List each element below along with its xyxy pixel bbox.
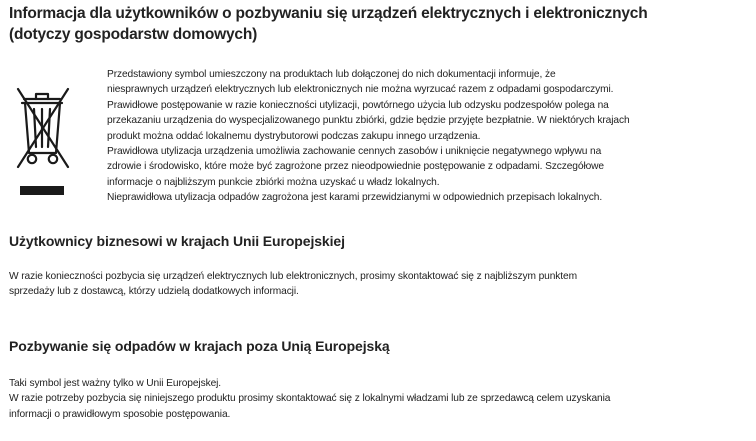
outside-eu-heading: Pozbywanie się odpadów w krajach poza Unią Europejską xyxy=(9,338,390,354)
intro-line: Prawidłowe postępowanie w razie konieczności utylizacji, powtórnego użycia lub odzysku podzespołów polega na xyxy=(107,99,609,111)
intro-line: informacje o najbliższym punkcie zbiórki można uzyskać u władz lokalnych. xyxy=(107,176,440,188)
intro-line: produkt można oddać lokalnemu dystrybutorowi podczas zakupu innego urządzenia. xyxy=(107,130,481,142)
outside-eu-paragraph xyxy=(9,376,610,422)
intro-line: Prawidłowa utylizacja urządzenia umożliwia zachowanie cennych zasobów i uniknięcie negatywnego wpływu na xyxy=(107,146,602,158)
title-line-1: Informacja dla użytkowników o pozbywaniu się urządzeń elektrycznych i elektronicznych xyxy=(9,5,648,22)
weee-bar-symbol xyxy=(20,186,64,195)
title-line-2: (dotyczy gospodarstw domowych) xyxy=(9,26,258,43)
outside-eu-line: informacji o prawidłowym sposobie postępowania. xyxy=(9,408,231,420)
intro-line: niesprawnych urządzeń elektrycznych lub elektronicznych nie można wyrzucać razem z odpadami gospodarczymi. xyxy=(107,84,614,96)
crossed-out-wheeled-bin-icon xyxy=(14,75,72,175)
intro-line: Przedstawiony symbol umieszczony na produktach lub dołączonej do nich dokumentacji informuje, że xyxy=(107,69,556,80)
intro-paragraph xyxy=(107,67,630,206)
intro-line: przekazaniu urządzenia do wyspecjalizowanego punktu zbiórki, gdzie będzie przyjęte bezpłatnie. W niektórych krajach xyxy=(107,115,630,127)
intro-line: Nieprawidłowa utylizacja odpadów zagrożona jest karami przewidzianymi w odpowiednich przepisach lokalnych. xyxy=(107,192,603,204)
outside-eu-line: W razie potrzeby pozbycia się niniejszego produktu prosimy skontaktować się z lokalnymi władzami lub ze sprzedawcą celem uzyskania xyxy=(9,393,611,405)
business-users-heading: Użytkownicy biznesowi w krajach Unii Europejskiej xyxy=(9,233,345,249)
business-line: sprzedaży lub z dostawcą, którzy udzielą dodatkowych informacji. xyxy=(9,286,299,298)
intro-line: zdrowie i środowisko, które może być zagrożone przez nieodpowiednie postępowanie z odpadami. Szczegółowe xyxy=(107,161,604,173)
document-title xyxy=(9,3,749,45)
business-users-paragraph xyxy=(9,269,577,300)
outside-eu-line: Taki symbol jest ważny tylko w Unii Europejskej. xyxy=(9,378,222,389)
business-line: W razie konieczności pozbycia się urządzeń elektrycznych lub elektronicznych, prosimy skontaktować się z najbliższym punktem xyxy=(9,271,577,282)
